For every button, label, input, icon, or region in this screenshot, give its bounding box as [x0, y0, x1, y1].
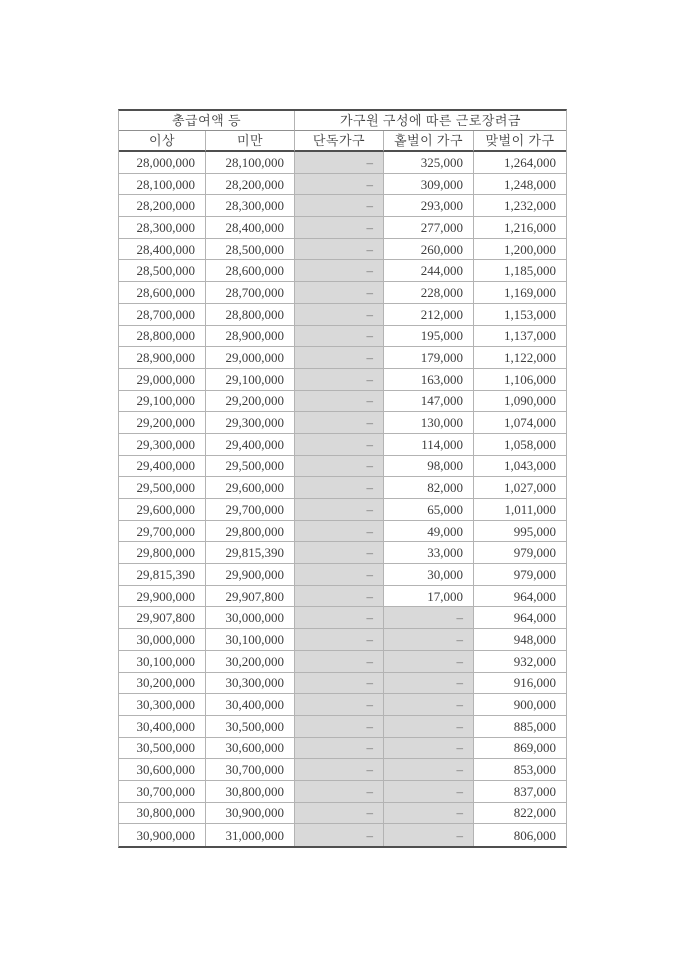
- value-cell-dual-income-household: 932,000: [474, 651, 566, 673]
- value-cell-max-threshold: 30,800,000: [206, 781, 295, 803]
- value-cell-dual-income-household: 1,216,000: [474, 217, 566, 239]
- value-cell-max-threshold: 29,815,390: [206, 542, 295, 564]
- value-cell-min-threshold: 29,907,800: [119, 607, 206, 629]
- value-cell-min-threshold: 29,500,000: [119, 477, 206, 499]
- value-cell-dual-income-household: 822,000: [474, 803, 566, 825]
- value-cell-dual-income-household: 806,000: [513, 827, 556, 843]
- value-cell-min-threshold: 29,200,000: [119, 412, 206, 434]
- value-cell-max-threshold: 29,000,000: [206, 347, 295, 369]
- value-cell-dual-income-household: 916,000: [474, 673, 566, 695]
- value-cell-max-threshold: 30,500,000: [206, 716, 295, 738]
- value-cell-max-threshold: 30,600,000: [206, 738, 295, 760]
- value-cell-dual-income-household: 1,090,000: [474, 391, 566, 413]
- value-cell-dual-income-household: 1,232,000: [474, 195, 566, 217]
- group-header-total-salary: 총급여액 등: [119, 111, 295, 131]
- value-cell-min-threshold: 30,700,000: [119, 781, 206, 803]
- value-cell-min-threshold: 28,800,000: [119, 326, 206, 348]
- value-cell-single-income-household: 195,000: [384, 326, 474, 348]
- value-cell-min-threshold: 28,900,000: [119, 347, 206, 369]
- value-cell-max-threshold: 29,100,000: [206, 369, 295, 391]
- value-cell-min-threshold: 29,000,000: [119, 369, 206, 391]
- value-cell-min-threshold: 30,200,000: [119, 673, 206, 695]
- empty-cell-single-household: –: [295, 542, 384, 564]
- empty-cell-single-household: –: [295, 152, 384, 174]
- value-cell-min-threshold: 29,815,390: [119, 564, 206, 586]
- value-cell-dual-income-household: 1,058,000: [474, 434, 566, 456]
- value-cell-min-threshold: 28,100,000: [119, 174, 206, 196]
- empty-cell-single-household: –: [295, 304, 384, 326]
- value-cell-single-income-household: 163,000: [384, 369, 474, 391]
- value-cell-max-threshold: 30,300,000: [206, 673, 295, 695]
- empty-cell-single-household: –: [295, 499, 384, 521]
- value-cell-dual-income-household: 964,000: [474, 586, 566, 608]
- value-cell-single-income-household: 98,000: [384, 456, 474, 478]
- empty-cell-single-household: –: [295, 607, 384, 629]
- value-cell-min-threshold: 29,900,000: [119, 586, 206, 608]
- value-cell-dual-income-household: 1,027,000: [474, 477, 566, 499]
- value-cell-max-threshold: 29,400,000: [206, 434, 295, 456]
- empty-cell-single-income-household: –: [384, 803, 474, 825]
- value-cell-single-income-household: 82,000: [384, 477, 474, 499]
- value-cell-single-income-household: 212,000: [384, 304, 474, 326]
- value-cell-single-income-household: 179,000: [384, 347, 474, 369]
- group-header-credit-by-household: 가구원 구성에 따른 근로장려금: [295, 111, 566, 131]
- value-cell-min-threshold: 29,700,000: [119, 521, 206, 543]
- empty-cell-single-household: –: [295, 738, 384, 760]
- empty-cell-single-household: –: [295, 217, 384, 239]
- value-cell-min-threshold: 30,900,000: [119, 824, 206, 846]
- value-cell-min-threshold: 29,100,000: [119, 391, 206, 413]
- value-cell-max-threshold: 30,400,000: [206, 694, 295, 716]
- value-cell-dual-income-household: 1,200,000: [474, 239, 566, 261]
- empty-cell-single-household: –: [295, 412, 384, 434]
- value-cell-dual-income-household: 1,043,000: [474, 456, 566, 478]
- value-cell-max-threshold: 29,200,000: [206, 391, 295, 413]
- value-cell-dual-income-household: 837,000: [474, 781, 566, 803]
- value-cell-dual-income-household: 1,153,000: [474, 304, 566, 326]
- value-cell-dual-income-household: 1,185,000: [474, 260, 566, 282]
- value-cell-min-threshold: 28,600,000: [119, 282, 206, 304]
- empty-cell-single-household: –: [295, 521, 384, 543]
- value-cell-dual-income-household: 1,264,000: [474, 152, 566, 174]
- value-cell-min-threshold: 29,800,000: [119, 542, 206, 564]
- value-cell-dual-income-household: 964,000: [474, 607, 566, 629]
- value-cell-dual-income-household: 995,000: [474, 521, 566, 543]
- value-cell-dual-income-household: 853,000: [474, 759, 566, 781]
- value-cell-dual-income-household: 900,000: [474, 694, 566, 716]
- value-cell-min-threshold: 30,500,000: [119, 738, 206, 760]
- value-cell-single-income-household: 65,000: [384, 499, 474, 521]
- empty-cell-single-income-household: –: [384, 694, 474, 716]
- value-cell-min-threshold: 29,400,000: [119, 456, 206, 478]
- value-cell-max-threshold: 28,500,000: [206, 239, 295, 261]
- value-cell-single-income-household: 244,000: [384, 260, 474, 282]
- column-header-single-household: 단독가구: [295, 131, 384, 152]
- empty-cell-single-household: –: [295, 326, 384, 348]
- value-cell-single-income-household: 260,000: [384, 239, 474, 261]
- empty-cell-single-household: –: [295, 239, 384, 261]
- value-cell-max-threshold: 28,200,000: [206, 174, 295, 196]
- value-cell-min-threshold: 30,400,000: [119, 716, 206, 738]
- value-cell-min-threshold: 30,600,000: [119, 759, 206, 781]
- empty-cell-single-income-household: –: [384, 629, 474, 651]
- value-cell-min-threshold: 28,300,000: [119, 217, 206, 239]
- value-cell-single-income-household: 114,000: [384, 434, 474, 456]
- empty-cell-single-income-household: –: [384, 759, 474, 781]
- empty-cell-single-household: –: [295, 651, 384, 673]
- value-cell-dual-income-household: 1,169,000: [474, 282, 566, 304]
- empty-cell-single-income-household: –: [384, 651, 474, 673]
- empty-cell-single-household: –: [295, 781, 384, 803]
- value-cell-dual-income-household: 979,000: [474, 564, 566, 586]
- empty-cell-single-income-household: –: [384, 673, 474, 695]
- empty-cell-single-household: –: [295, 456, 384, 478]
- column-header-dual-income-household: 맞벌이 가구: [474, 131, 566, 152]
- value-cell-max-threshold: 28,800,000: [206, 304, 295, 326]
- empty-cell-single-household: –: [295, 759, 384, 781]
- empty-cell-single-household: –: [295, 434, 384, 456]
- value-cell-dual-income-household: 1,122,000: [474, 347, 566, 369]
- empty-cell-single-household: –: [295, 260, 384, 282]
- value-cell-single-income-household: 228,000: [384, 282, 474, 304]
- value-cell-min-threshold: 30,300,000: [119, 694, 206, 716]
- empty-cell-single-household: –: [295, 694, 384, 716]
- empty-cell-single-household: –: [295, 629, 384, 651]
- value-cell-min-threshold: 30,000,000: [119, 629, 206, 651]
- value-cell-max-threshold: 30,000,000: [206, 607, 295, 629]
- value-cell-dual-income-household: 979,000: [474, 542, 566, 564]
- empty-cell-single-household: –: [295, 564, 384, 586]
- value-cell-max-threshold: 28,700,000: [206, 282, 295, 304]
- value-cell-min-threshold: 29,300,000: [119, 434, 206, 456]
- empty-cell-single-household: –: [295, 369, 384, 391]
- empty-cell-single-household: –: [295, 347, 384, 369]
- column-header-max: 미만: [206, 131, 295, 152]
- value-cell-max-threshold: 30,900,000: [206, 803, 295, 825]
- value-cell-dual-income-household: 869,000: [474, 738, 566, 760]
- value-cell-max-threshold: 29,900,000: [206, 564, 295, 586]
- empty-cell-single-household: –: [295, 174, 384, 196]
- empty-cell-single-household: –: [295, 391, 384, 413]
- empty-cell-single-household: –: [295, 586, 384, 608]
- value-cell-single-income-household: 17,000: [384, 586, 474, 608]
- value-cell-max-threshold: 30,700,000: [206, 759, 295, 781]
- value-cell-single-income-household: 33,000: [384, 542, 474, 564]
- value-cell-dual-income-household: 1,248,000: [474, 174, 566, 196]
- value-cell-max-threshold: 31,000,000: [206, 824, 295, 846]
- value-cell-max-threshold: 29,300,000: [206, 412, 295, 434]
- empty-cell-single-household: –: [295, 673, 384, 695]
- value-cell-dual-income-household: 1,106,000: [474, 369, 566, 391]
- value-cell-min-threshold: 28,200,000: [119, 195, 206, 217]
- value-cell-single-income-household: 49,000: [384, 521, 474, 543]
- empty-cell-single-income-household: –: [384, 738, 474, 760]
- value-cell-max-threshold: 29,907,800: [206, 586, 295, 608]
- value-cell-single-income-household: 147,000: [384, 391, 474, 413]
- empty-cell-single-household: –: [295, 282, 384, 304]
- empty-cell-single-household: –: [295, 477, 384, 499]
- value-cell-dual-income-household: 948,000: [474, 629, 566, 651]
- value-cell-min-threshold: 29,600,000: [119, 499, 206, 521]
- empty-cell-single-income-household: –: [384, 781, 474, 803]
- empty-cell-single-household: –: [295, 195, 384, 217]
- value-cell-min-threshold: 28,500,000: [119, 260, 206, 282]
- value-cell-single-income-household: 277,000: [384, 217, 474, 239]
- value-cell-dual-income-household: 885,000: [474, 716, 566, 738]
- value-cell-single-income-household: 325,000: [384, 152, 474, 174]
- value-cell-min-threshold: 28,400,000: [119, 239, 206, 261]
- empty-cell-single-income-household: –: [384, 824, 474, 846]
- value-cell-dual-income-household: 1,074,000: [474, 412, 566, 434]
- value-cell-max-threshold: 28,900,000: [206, 326, 295, 348]
- empty-cell-single-income-household: –: [384, 716, 474, 738]
- value-cell-single-income-household: 30,000: [384, 564, 474, 586]
- column-header-min: 이상: [119, 131, 206, 152]
- empty-cell-single-household: –: [295, 716, 384, 738]
- value-cell-max-threshold: 29,600,000: [206, 477, 295, 499]
- value-cell-min-threshold: 30,800,000: [119, 803, 206, 825]
- value-cell-min-threshold: 28,000,000: [119, 152, 206, 174]
- value-cell-max-threshold: 28,600,000: [206, 260, 295, 282]
- value-cell-max-threshold: 29,500,000: [206, 456, 295, 478]
- value-cell-max-threshold: 28,300,000: [206, 195, 295, 217]
- value-cell-max-threshold: 30,200,000: [206, 651, 295, 673]
- value-cell-min-threshold: 30,100,000: [119, 651, 206, 673]
- empty-cell-single-income-household: –: [384, 607, 474, 629]
- value-cell-max-threshold: 28,100,000: [206, 152, 295, 174]
- value-cell-max-threshold: 29,800,000: [206, 521, 295, 543]
- value-cell-single-income-household: 309,000: [384, 174, 474, 196]
- empty-cell-single-household: –: [295, 824, 384, 846]
- value-cell-dual-income-household: 1,011,000: [474, 499, 566, 521]
- column-header-single-income-household: 홑벌이 가구: [384, 131, 474, 152]
- value-cell-single-income-household: 130,000: [384, 412, 474, 434]
- value-cell-max-threshold: 30,100,000: [206, 629, 295, 651]
- empty-cell-single-household: –: [295, 803, 384, 825]
- value-cell-min-threshold: 28,700,000: [119, 304, 206, 326]
- value-cell-max-threshold: 28,400,000: [206, 217, 295, 239]
- value-cell-single-income-household: 293,000: [384, 195, 474, 217]
- value-cell-max-threshold: 29,700,000: [206, 499, 295, 521]
- tax-credit-table: [118, 109, 567, 848]
- value-cell-dual-income-household: 1,137,000: [474, 326, 566, 348]
